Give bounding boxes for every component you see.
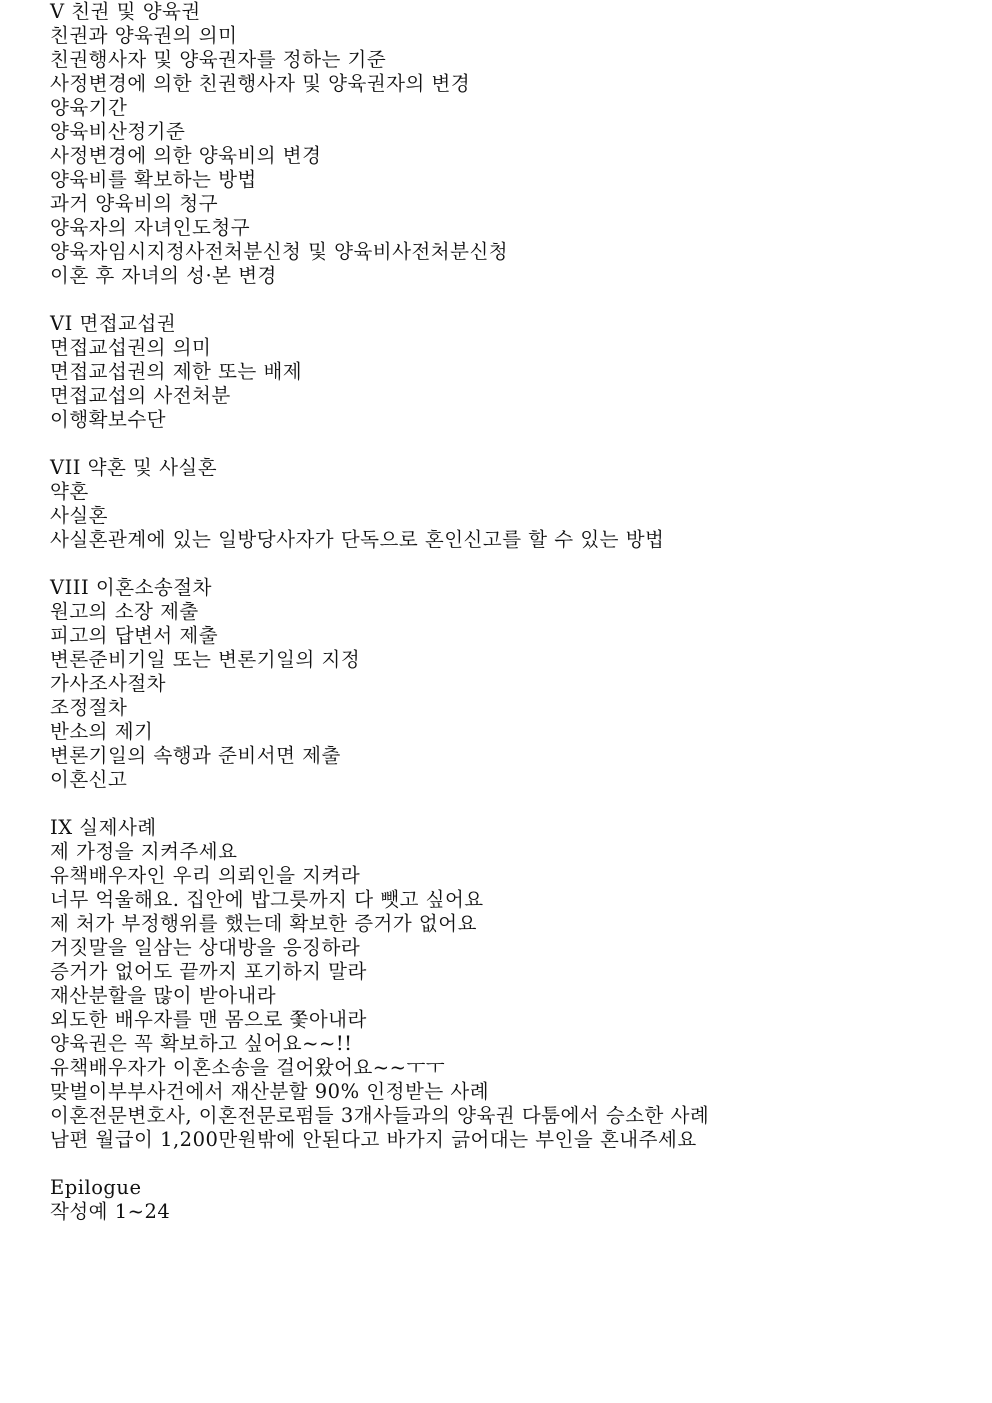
section-6 xyxy=(50,312,950,432)
toc-item: 친권과 양육권의 의미 xyxy=(50,24,238,47)
section-epilogue xyxy=(50,1176,950,1224)
section-heading: VII 약혼 및 사실혼 xyxy=(50,456,218,479)
toc-item: 작성예 1~24 xyxy=(50,1200,171,1223)
toc-item: 유책배우자인 우리 의뢰인을 지켜라 xyxy=(50,864,361,887)
toc-item: 양육권은 꼭 확보하고 싶어요~~!! xyxy=(50,1032,353,1055)
toc-item: 외도한 배우자를 맨 몸으로 쫓아내라 xyxy=(50,1008,367,1031)
toc-item: 이혼신고 xyxy=(50,768,128,791)
spacer xyxy=(50,792,950,816)
section-heading: VIII 이혼소송절차 xyxy=(50,576,212,599)
toc-item: 거짓말을 일삼는 상대방을 응징하라 xyxy=(50,936,361,959)
toc-item: 양육자의 자녀인도청구 xyxy=(50,216,251,239)
toc-item: 양육기간 xyxy=(50,96,128,119)
toc-item: 가사조사절차 xyxy=(50,672,167,695)
toc-item: 제 가정을 지켜주세요 xyxy=(50,840,238,863)
toc-item: 과거 양육비의 청구 xyxy=(50,192,219,215)
toc-item: 이행확보수단 xyxy=(50,408,167,431)
section-5 xyxy=(50,0,950,288)
toc-item: 친권행사자 및 양육권자를 정하는 기준 xyxy=(50,48,387,71)
section-heading: VI 면접교섭권 xyxy=(50,312,177,335)
toc-item: 사실혼 xyxy=(50,504,109,527)
toc-item: 면접교섭의 사전처분 xyxy=(50,384,231,407)
spacer xyxy=(50,1152,950,1176)
toc-item: 면접교섭권의 제한 또는 배제 xyxy=(50,360,303,383)
section-heading: Epilogue xyxy=(50,1176,142,1199)
toc-item: 유책배우자가 이혼소송을 걸어왔어요~~ㅜㅜ xyxy=(50,1056,446,1079)
section-7 xyxy=(50,456,950,552)
toc-item: 양육자임시지정사전처분신청 및 양육비사전처분신청 xyxy=(50,240,509,263)
toc-item: 이혼전문변호사, 이혼전문로펌들 3개사들과의 양육권 다툼에서 승소한 사례 xyxy=(50,1104,710,1127)
section-8 xyxy=(50,576,950,792)
section-heading: IX 실제사례 xyxy=(50,816,157,839)
toc-item: 맞벌이부부사건에서 재산분할 90% 인정받는 사례 xyxy=(50,1080,490,1103)
toc-item: 피고의 답변서 제출 xyxy=(50,624,219,647)
section-heading: V 친권 및 양육권 xyxy=(50,0,201,23)
spacer xyxy=(50,432,950,456)
toc-item: 약혼 xyxy=(50,480,89,503)
toc-item: 사정변경에 의한 양육비의 변경 xyxy=(50,144,322,167)
toc-item: 변론기일의 속행과 준비서면 제출 xyxy=(50,744,341,767)
spacer xyxy=(50,288,950,312)
toc-item: 재산분할을 많이 받아내라 xyxy=(50,984,277,1007)
toc-item: 면접교섭권의 의미 xyxy=(50,336,212,359)
toc-item: 조정절차 xyxy=(50,696,128,719)
toc-item: 양육비산정기준 xyxy=(50,120,186,143)
toc-item: 사정변경에 의한 친권행사자 및 양육권자의 변경 xyxy=(50,72,471,95)
spacer xyxy=(50,552,950,576)
toc-item: 너무 억울해요. 집안에 밥그릇까지 다 뺏고 싶어요 xyxy=(50,888,484,911)
toc-item: 이혼 후 자녀의 성·본 변경 xyxy=(50,264,277,287)
toc-item: 원고의 소장 제출 xyxy=(50,600,199,623)
table-of-contents xyxy=(50,0,950,1224)
toc-item: 제 처가 부정행위를 했는데 확보한 증거가 없어요 xyxy=(50,912,477,935)
section-9 xyxy=(50,816,950,1152)
toc-item: 증거가 없어도 끝까지 포기하지 말라 xyxy=(50,960,367,983)
toc-item: 양육비를 확보하는 방법 xyxy=(50,168,257,191)
toc-item: 사실혼관계에 있는 일방당사자가 단독으로 혼인신고를 할 수 있는 방법 xyxy=(50,528,665,551)
toc-item: 남편 월급이 1,200만원밖에 안된다고 바가지 긁어대는 부인을 혼내주세요 xyxy=(50,1128,697,1151)
toc-item: 반소의 제기 xyxy=(50,720,154,743)
toc-item: 변론준비기일 또는 변론기일의 지정 xyxy=(50,648,361,671)
